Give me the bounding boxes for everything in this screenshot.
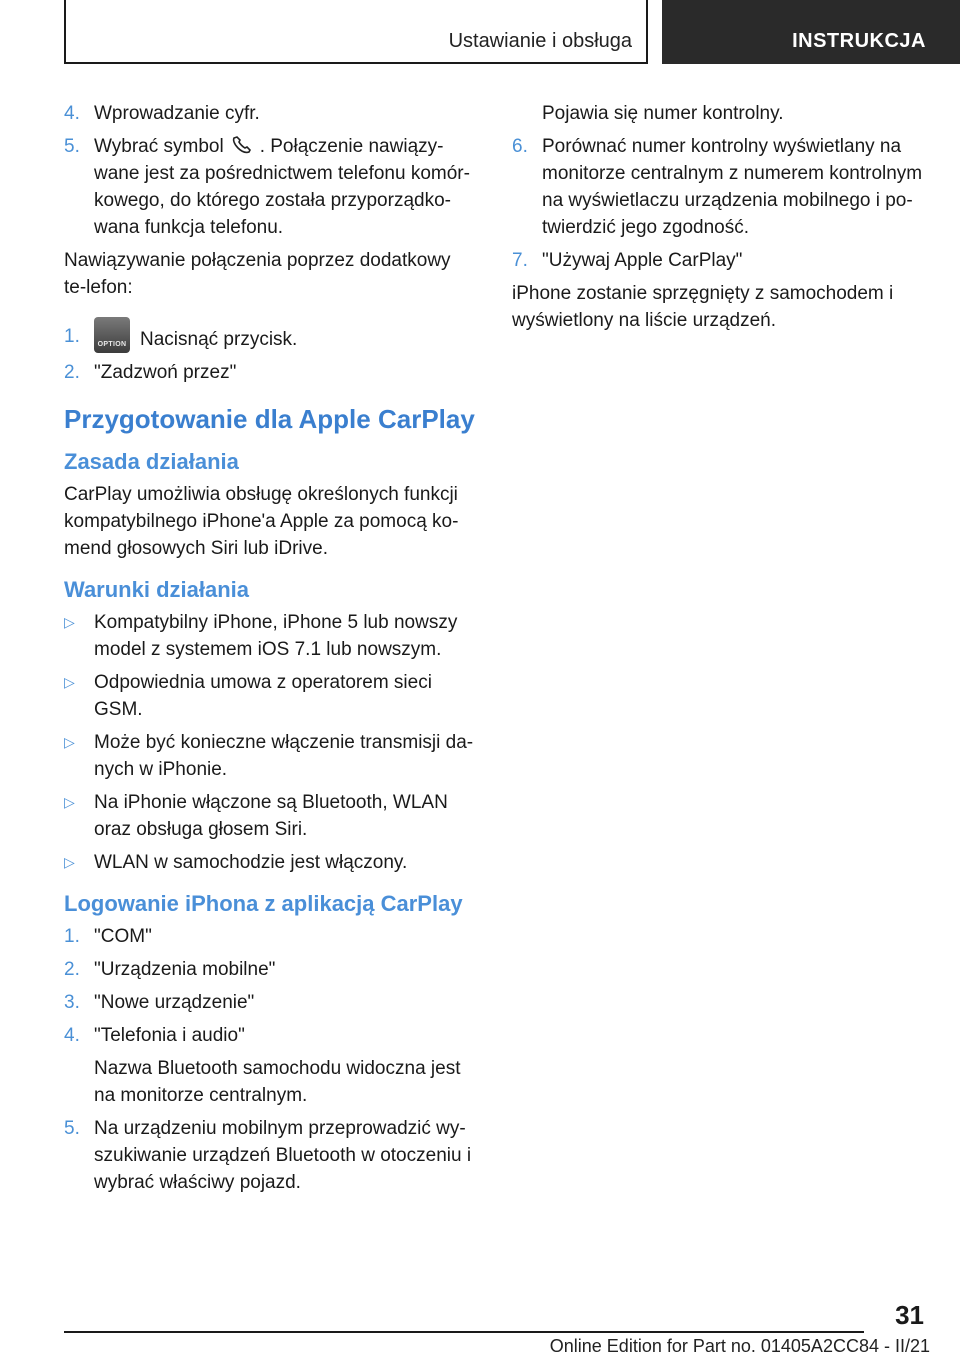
step-note: Nazwa Bluetooth samochodu widoczna jest na monitorze centralnym.: [94, 1058, 461, 1106]
step-number: 4.: [64, 1025, 80, 1046]
header-brand-box: [662, 0, 960, 64]
step-text: Wprowadzanie cyfr.: [94, 103, 260, 124]
header-section-title: Ustawianie i obsługa: [448, 30, 632, 52]
bullet-item: [64, 849, 476, 876]
paragraph: iPhone zostanie sprzęgnięty z samochodem i wyświetlony na liście urządzeń.: [512, 283, 894, 331]
section-heading: Przygotowanie dla Apple CarPlay: [64, 404, 475, 434]
header-section-box: [64, 0, 648, 64]
step-text: Nacisnąć przycisk.: [140, 329, 298, 350]
bullet-icon: ▷: [64, 674, 75, 690]
step-number: 1.: [64, 926, 80, 947]
step-number: 5.: [64, 136, 80, 157]
bullet-item: [64, 789, 476, 843]
bullet-icon: ▷: [64, 854, 75, 870]
footer-divider: [64, 1331, 864, 1333]
step-number: 3.: [64, 992, 80, 1013]
bullet-text: Odpowiednia umowa z operatorem sieci GSM.: [94, 672, 432, 720]
step-text: "COM": [94, 926, 152, 947]
left-column: [64, 100, 476, 1202]
option-button-label: OPTION: [97, 341, 127, 348]
header-brand-label: INSTRUKCJA: [792, 30, 926, 52]
step-text: "Urządzenia mobilne": [94, 959, 276, 980]
list-item: [512, 133, 932, 241]
step-text: Na urządzeniu mobilnym przeprowadzić wy-szukiwanie urządzeń Bluetooth w otoczeniu i wybrać właściwy pojazd.: [94, 1118, 472, 1193]
list-item: [64, 100, 476, 127]
bullet-icon: ▷: [64, 734, 75, 750]
step-text-continued: . Połączenie nawiązy-wane jest za pośrednictwem telefonu komór-kowego, do którego została przyporządko-wana funkcja telefonu.: [94, 136, 470, 238]
step-text: Wybrać symbol: [94, 136, 224, 157]
step-number: 5.: [64, 1118, 80, 1139]
step-number: 6.: [512, 136, 528, 157]
option-button-icon: [94, 317, 130, 353]
paragraph: Nawiązywanie połączenia poprzez dodatkowy te-lefon:: [64, 250, 451, 298]
bullet-text: Na iPhonie włączone są Bluetooth, WLAN oraz obsługa głosem Siri.: [94, 792, 448, 840]
step-number: 4.: [64, 103, 80, 124]
footer-edition: Online Edition for Part no. 01405A2CC84 - II/21: [549, 1336, 930, 1356]
subsection-heading: Zasada działania: [64, 449, 239, 474]
bullet-item: [64, 729, 476, 783]
list-item: [64, 1115, 476, 1196]
paragraph: CarPlay umożliwia obsługę określonych funkcji kompatybilnego iPhone'a Apple za pomocą ko-mend głosowych Siri lub iDrive.: [64, 484, 459, 559]
list-item: [64, 923, 476, 950]
subsection-heading: Warunki działania: [64, 577, 250, 602]
step-number: 7.: [512, 250, 528, 271]
step-text: "Używaj Apple CarPlay": [542, 250, 743, 271]
page-number: 31: [895, 1300, 924, 1330]
step-text: "Telefonia i audio": [94, 1025, 245, 1046]
list-item: [64, 956, 476, 983]
step-note: Pojawia się numer kontrolny.: [542, 103, 784, 124]
bullet-icon: ▷: [64, 614, 75, 630]
phone-icon: [230, 135, 254, 155]
step-number: 2.: [64, 362, 80, 383]
bullet-item: [64, 669, 476, 723]
list-item: [64, 1022, 476, 1049]
list-item: [64, 989, 476, 1016]
bullet-text: Kompatybilny iPhone, iPhone 5 lub nowszy model z systemem iOS 7.1 lub nowszym.: [94, 612, 458, 660]
subsection-heading: Logowanie iPhona z aplikacją CarPlay: [64, 891, 463, 916]
bullet-icon: ▷: [64, 794, 75, 810]
list-item: [64, 133, 476, 241]
list-item: [64, 317, 476, 353]
page-header: [64, 0, 960, 64]
step-number: 1.: [64, 326, 80, 347]
step-text: "Nowe urządzenie": [94, 992, 255, 1013]
list-item: [64, 359, 476, 386]
step-text: Porównać numer kontrolny wyświetlany na monitorze centralnym z numerem kontrolnym na wyświetlaczu urządzenia mobilnego i po-twierdzić jego zgodność.: [542, 136, 923, 238]
bullet-text: WLAN w samochodzie jest włączony.: [94, 852, 408, 873]
right-column: [512, 100, 932, 340]
step-text: "Zadzwoń przez": [94, 362, 237, 383]
bullet-item: [64, 609, 476, 663]
list-item: [512, 247, 932, 274]
step-number: 2.: [64, 959, 80, 980]
bullet-text: Może być konieczne włączenie transmisji da-nych w iPhonie.: [94, 732, 474, 780]
